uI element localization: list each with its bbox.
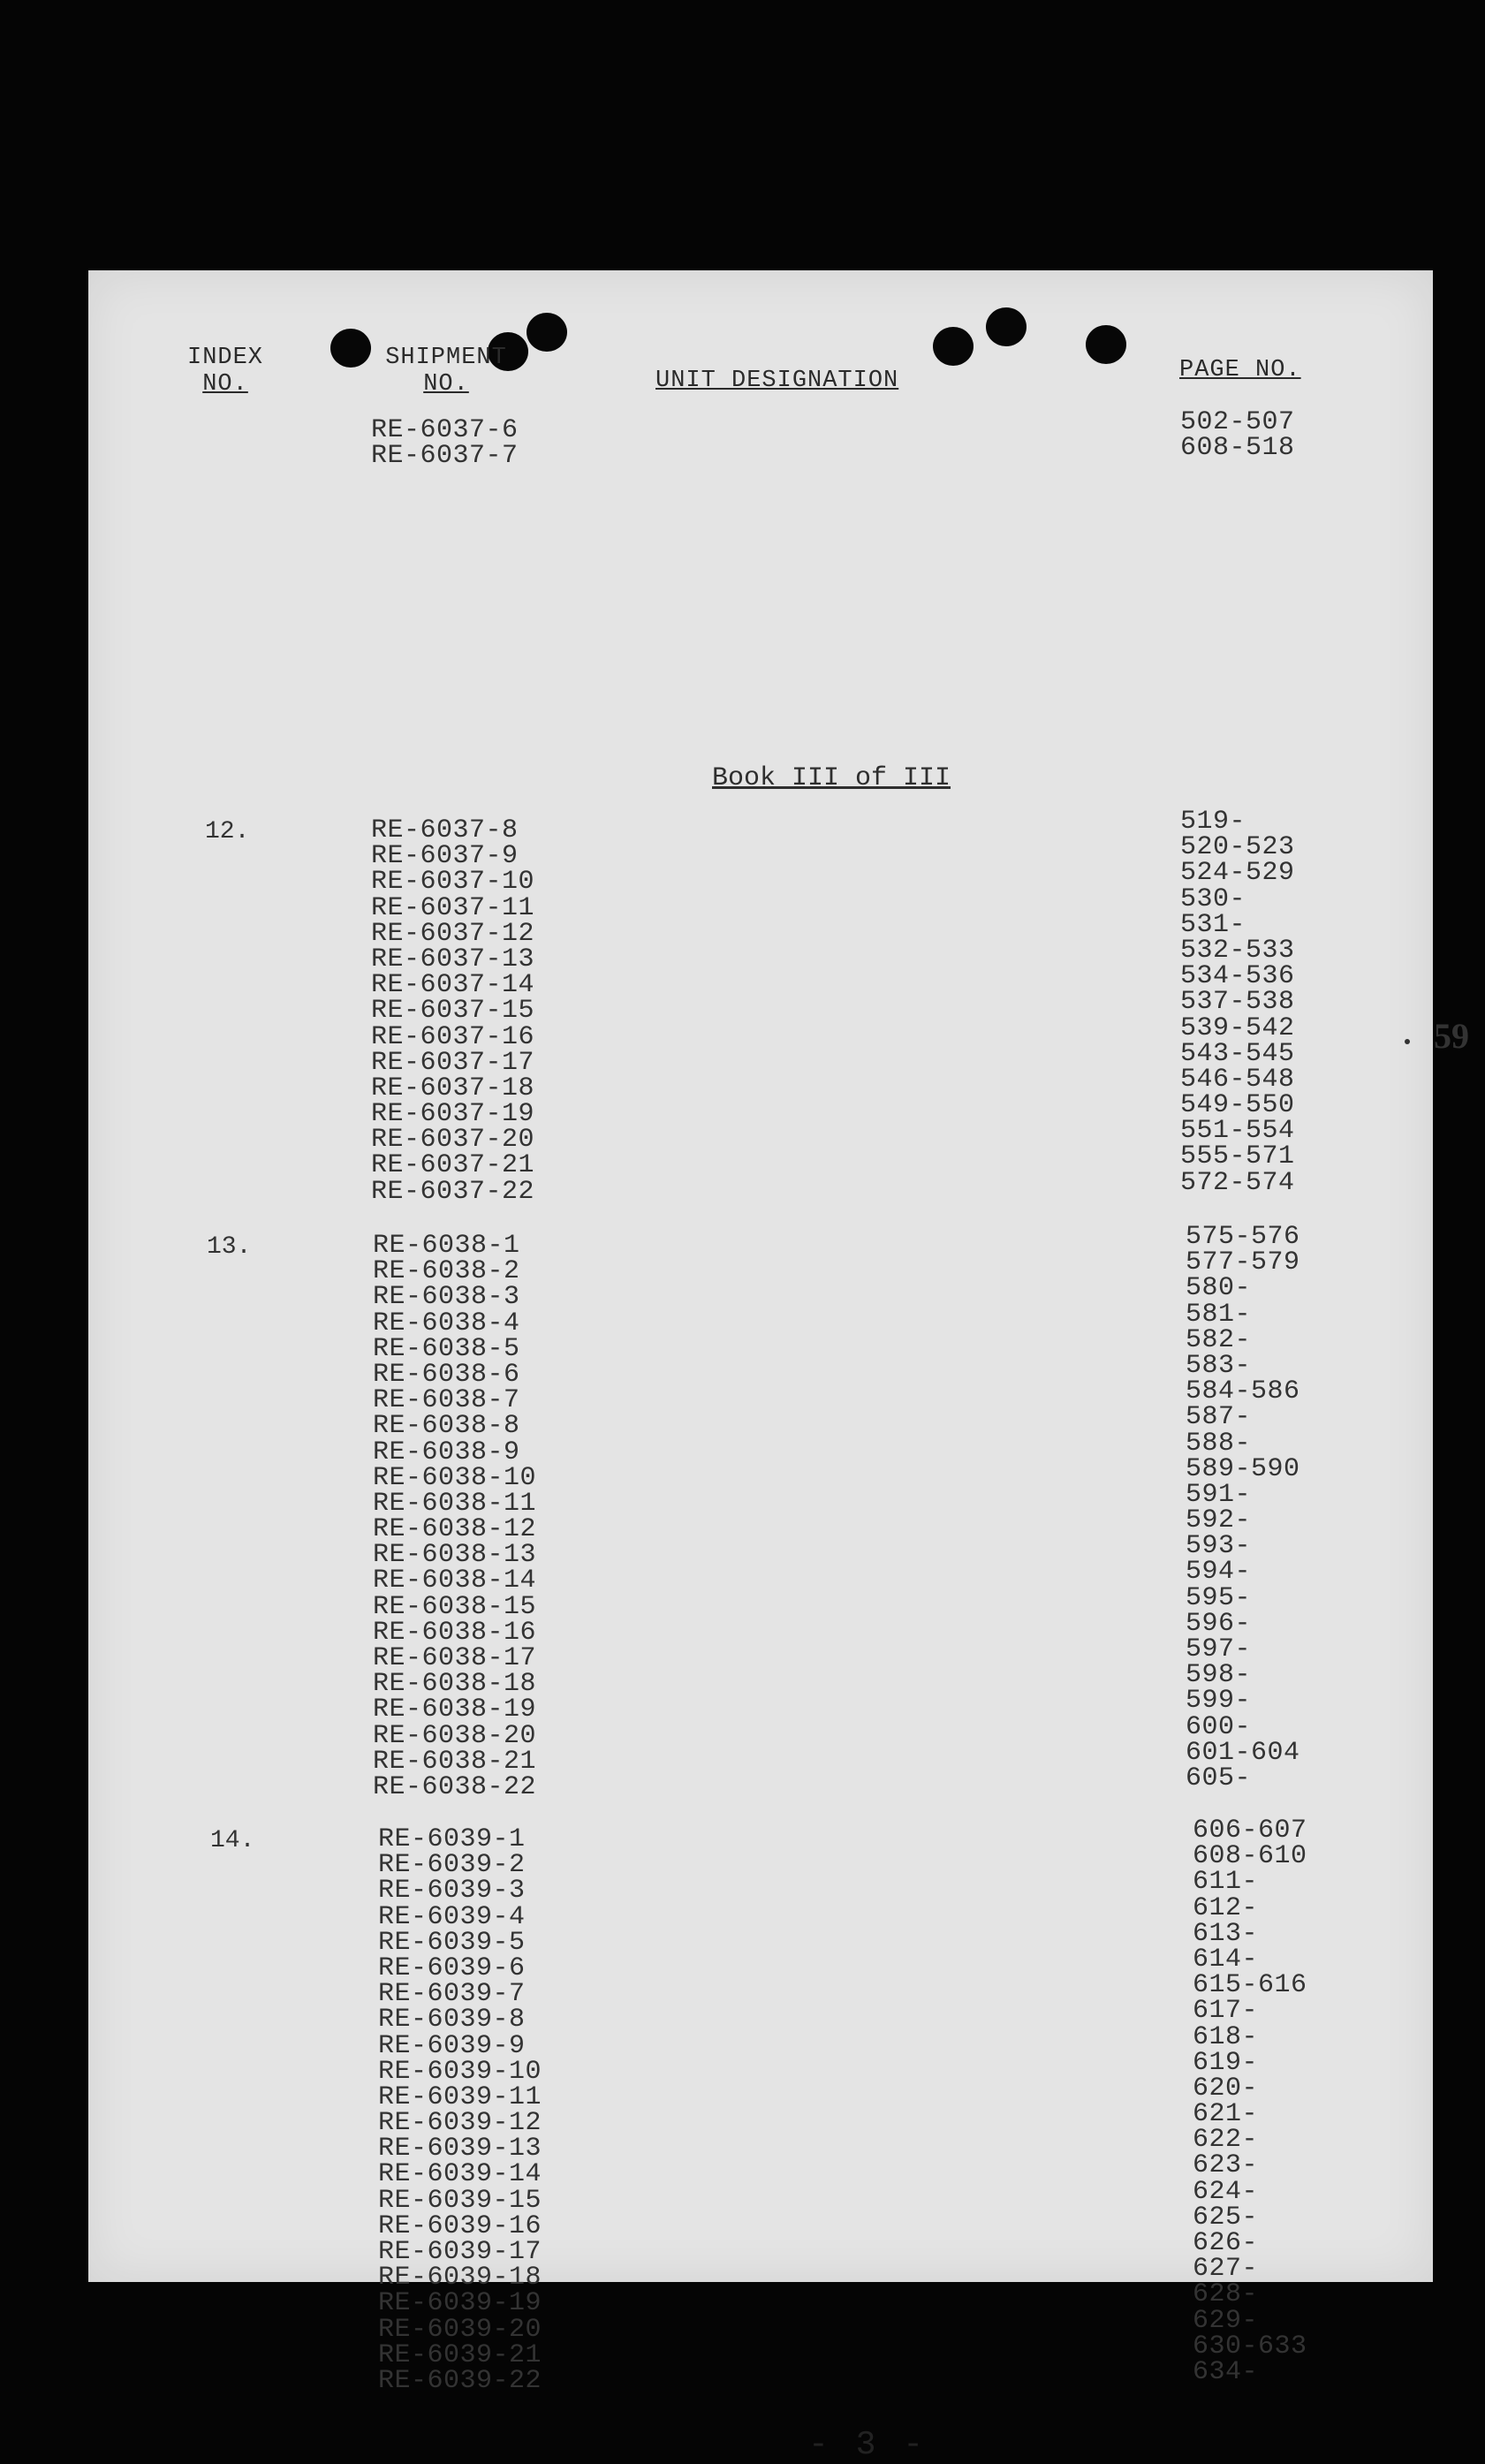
- shipment-entry: RE-6038-7: [373, 1385, 520, 1416]
- shipment-entry: RE-6039-19: [378, 2288, 542, 2319]
- shipment-entry: RE-6038-1: [373, 1231, 520, 1261]
- shipment-entry: RE-6038-21: [373, 1746, 537, 1777]
- index-column-header: [187, 345, 263, 398]
- continuation-shipments: [371, 415, 519, 472]
- shipment-entry: RE-6039-22: [378, 2365, 542, 2396]
- page-entry: 524-529: [1180, 858, 1295, 889]
- shipment-header-line2: NO.: [423, 371, 469, 398]
- page-number-header: PAGE NO.: [1179, 357, 1301, 383]
- shipment-entry: RE-6038-20: [373, 1720, 537, 1751]
- margin-mark-dot: [1405, 1039, 1410, 1044]
- punch-hole-6: [1086, 325, 1126, 364]
- shipment-entry: RE-6037-17: [371, 1047, 535, 1078]
- shipment-entry: RE-6039-14: [378, 2159, 542, 2190]
- shipment-list: [378, 1824, 542, 2396]
- page-entry: 549-550: [1180, 1090, 1295, 1121]
- page-entry: 594-: [1186, 1557, 1252, 1588]
- page-entry: 530-: [1180, 883, 1246, 914]
- page-entry: 595-: [1186, 1582, 1252, 1613]
- index-header-line2: NO.: [202, 371, 248, 398]
- shipment-entry: RE-6037-20: [371, 1125, 535, 1156]
- page-entry: 619-: [1193, 2047, 1259, 2078]
- shipment-entry: RE-6038-11: [373, 1488, 537, 1519]
- page-entry: 627-: [1193, 2254, 1259, 2285]
- page-entry: 546-548: [1180, 1064, 1295, 1095]
- shipment-entry: RE-6039-11: [378, 2081, 542, 2112]
- shipment-list: [373, 1233, 536, 1801]
- page-entry: 634-: [1193, 2356, 1259, 2387]
- shipment-entry: RE-6039-18: [378, 2263, 542, 2293]
- index-number: 12.: [205, 818, 250, 845]
- shipment-entry: RE-6037-9: [371, 841, 519, 872]
- page-entry: 606-607: [1193, 1816, 1307, 1846]
- page-entry: 583-: [1186, 1350, 1252, 1381]
- page-entry: 519-: [1180, 807, 1246, 837]
- shipment-entry: RE-6039-21: [378, 2339, 542, 2370]
- shipment-entry: RE-6037-19: [371, 1099, 535, 1130]
- continuation-pages: [1180, 407, 1295, 464]
- index-number: 14.: [210, 1827, 255, 1854]
- punch-hole-3: [527, 313, 567, 352]
- shipment-entry: RE-6037-7: [371, 441, 519, 472]
- page-entry: 591-: [1186, 1479, 1252, 1510]
- shipment-entry: RE-6038-17: [373, 1643, 537, 1673]
- page-entry: 618-: [1193, 2021, 1259, 2052]
- shipment-entry: RE-6038-15: [373, 1591, 537, 1622]
- shipment-entry: RE-6038-4: [373, 1308, 520, 1338]
- shipment-entry: RE-6038-2: [373, 1256, 520, 1287]
- shipment-list: [371, 815, 535, 1207]
- shipment-entry: RE-6039-2: [378, 1850, 526, 1881]
- page-entry: 599-: [1186, 1686, 1252, 1717]
- page-entry: 580-: [1186, 1273, 1252, 1304]
- shipment-entry: RE-6037-11: [371, 892, 535, 923]
- shipment-header-line1: SHIPMENT: [385, 345, 507, 371]
- page-entry: 601-604: [1186, 1737, 1300, 1768]
- shipment-entry: RE-6038-19: [373, 1694, 537, 1725]
- page-list: [1180, 809, 1295, 1196]
- page-entry: 537-538: [1180, 987, 1295, 1018]
- page-entry: 584-586: [1186, 1376, 1300, 1407]
- page-entry: 605-: [1186, 1763, 1252, 1793]
- shipment-entry: RE-6039-13: [378, 2134, 542, 2165]
- shipment-entry: RE-6038-12: [373, 1514, 537, 1545]
- page-entry: 629-: [1193, 2305, 1259, 2336]
- page-entry: 623-: [1193, 2150, 1259, 2181]
- shipment-entry: RE-6039-5: [378, 1927, 526, 1958]
- shipment-entry: RE-6037-22: [371, 1176, 535, 1207]
- page-entry: 628-: [1193, 2279, 1259, 2310]
- page-entry: 502-507: [1180, 407, 1295, 437]
- page-entry: 600-: [1186, 1711, 1252, 1742]
- shipment-entry: RE-6038-13: [373, 1540, 537, 1571]
- shipment-entry: RE-6037-18: [371, 1073, 535, 1103]
- index-header-line1: INDEX: [187, 345, 264, 371]
- shipment-entry: RE-6038-5: [373, 1333, 520, 1364]
- shipment-entry: RE-6038-16: [373, 1617, 537, 1648]
- shipment-entry: RE-6037-21: [371, 1150, 535, 1181]
- shipment-entry: RE-6039-17: [378, 2237, 542, 2267]
- shipment-entry: RE-6039-10: [378, 2056, 542, 2087]
- book-heading: Book III of III: [712, 763, 951, 793]
- shipment-entry: RE-6039-6: [378, 1952, 526, 1983]
- page-entry: 575-576: [1186, 1222, 1300, 1252]
- shipment-entry: RE-6039-16: [378, 2210, 542, 2241]
- shipment-entry: RE-6037-8: [371, 815, 519, 845]
- page-entry: 625-: [1193, 2202, 1259, 2233]
- page-entry: 613-: [1193, 1918, 1259, 1949]
- unit-designation-header: UNIT DESIGNATION: [655, 368, 899, 394]
- page-entry: 588-: [1186, 1428, 1252, 1459]
- shipment-entry: RE-6038-18: [373, 1669, 537, 1700]
- page-entry: 608-610: [1193, 1841, 1307, 1872]
- shipment-entry: RE-6038-3: [373, 1282, 520, 1313]
- page-entry: 624-: [1193, 2176, 1259, 2207]
- document-sheet: [88, 270, 1469, 2464]
- shipment-entry: RE-6037-13: [371, 944, 535, 974]
- page-entry: 592-: [1186, 1505, 1252, 1536]
- shipment-entry: RE-6039-3: [378, 1876, 526, 1907]
- page-entry: 612-: [1193, 1892, 1259, 1923]
- page-entry: 582-: [1186, 1324, 1252, 1355]
- shipment-entry: RE-6039-1: [378, 1824, 526, 1854]
- page-entry: 597-: [1186, 1634, 1252, 1664]
- page-entry: 611-: [1193, 1867, 1259, 1898]
- punch-hole-4: [933, 327, 974, 366]
- shipment-entry: RE-6039-15: [378, 2185, 542, 2216]
- page-entry: 587-: [1186, 1402, 1252, 1433]
- shipment-entry: RE-6038-22: [373, 1771, 537, 1802]
- page-entry: 593-: [1186, 1531, 1252, 1562]
- shipment-entry: RE-6038-9: [373, 1437, 520, 1467]
- page-entry: 614-: [1193, 1944, 1259, 1975]
- page-entry: 551-554: [1180, 1116, 1295, 1147]
- shipment-entry: RE-6037-16: [371, 1021, 535, 1052]
- shipment-entry: RE-6037-10: [371, 867, 535, 898]
- page-entry: 617-: [1193, 1996, 1259, 2027]
- page-entry: 539-542: [1180, 1012, 1295, 1043]
- page-entry: 622-: [1193, 2125, 1259, 2156]
- page-entry: 630-633: [1193, 2331, 1307, 2362]
- shipment-entry: RE-6038-10: [373, 1462, 537, 1493]
- page-entry: 596-: [1186, 1608, 1252, 1639]
- shipment-entry: RE-6039-12: [378, 2108, 542, 2139]
- shipment-entry: RE-6038-6: [373, 1359, 520, 1390]
- page-entry: 520-523: [1180, 832, 1295, 863]
- shipment-entry: RE-6039-20: [378, 2314, 542, 2345]
- shipment-entry: RE-6037-15: [371, 996, 535, 1027]
- shipment-entry: RE-6039-9: [378, 2030, 526, 2061]
- page-entry: 572-574: [1180, 1167, 1295, 1198]
- punch-hole-1: [330, 329, 371, 368]
- shipment-entry: RE-6039-4: [378, 1901, 526, 1932]
- shipment-entry: RE-6038-14: [373, 1566, 537, 1596]
- page-entry: 608-518: [1180, 433, 1295, 464]
- shipment-entry: RE-6037-12: [371, 918, 535, 949]
- page-entry: 543-545: [1180, 1038, 1295, 1069]
- shipment-entry: RE-6037-6: [371, 415, 519, 445]
- margin-stamp-number: 59: [1434, 1016, 1469, 1056]
- page-entry: 531-: [1180, 909, 1246, 940]
- shipment-entry: RE-6038-8: [373, 1411, 520, 1442]
- page-entry: 534-536: [1180, 961, 1295, 992]
- index-number: 13.: [207, 1233, 252, 1261]
- page-entry: 555-571: [1180, 1141, 1295, 1172]
- page-entry: 532-533: [1180, 935, 1295, 966]
- page-list: [1186, 1224, 1300, 1792]
- page-entry: 577-579: [1186, 1247, 1300, 1278]
- shipment-entry: RE-6039-8: [378, 2005, 526, 2036]
- page-entry: 581-: [1186, 1299, 1252, 1330]
- page-entry: 589-590: [1186, 1453, 1300, 1484]
- page-entry: 626-: [1193, 2228, 1259, 2258]
- punch-hole-5: [986, 307, 1027, 346]
- shipment-column-header: [371, 345, 521, 398]
- page-entry: 598-: [1186, 1660, 1252, 1691]
- page-entry: 621-: [1193, 2099, 1259, 2130]
- page-list: [1193, 1818, 1307, 2385]
- shipment-entry: RE-6037-14: [371, 970, 535, 1001]
- page-number-footer: - 3 -: [808, 2426, 928, 2464]
- shipment-entry: RE-6039-7: [378, 1979, 526, 2010]
- page-entry: 620-: [1193, 2073, 1259, 2104]
- page-entry: 615-616: [1193, 1970, 1307, 2001]
